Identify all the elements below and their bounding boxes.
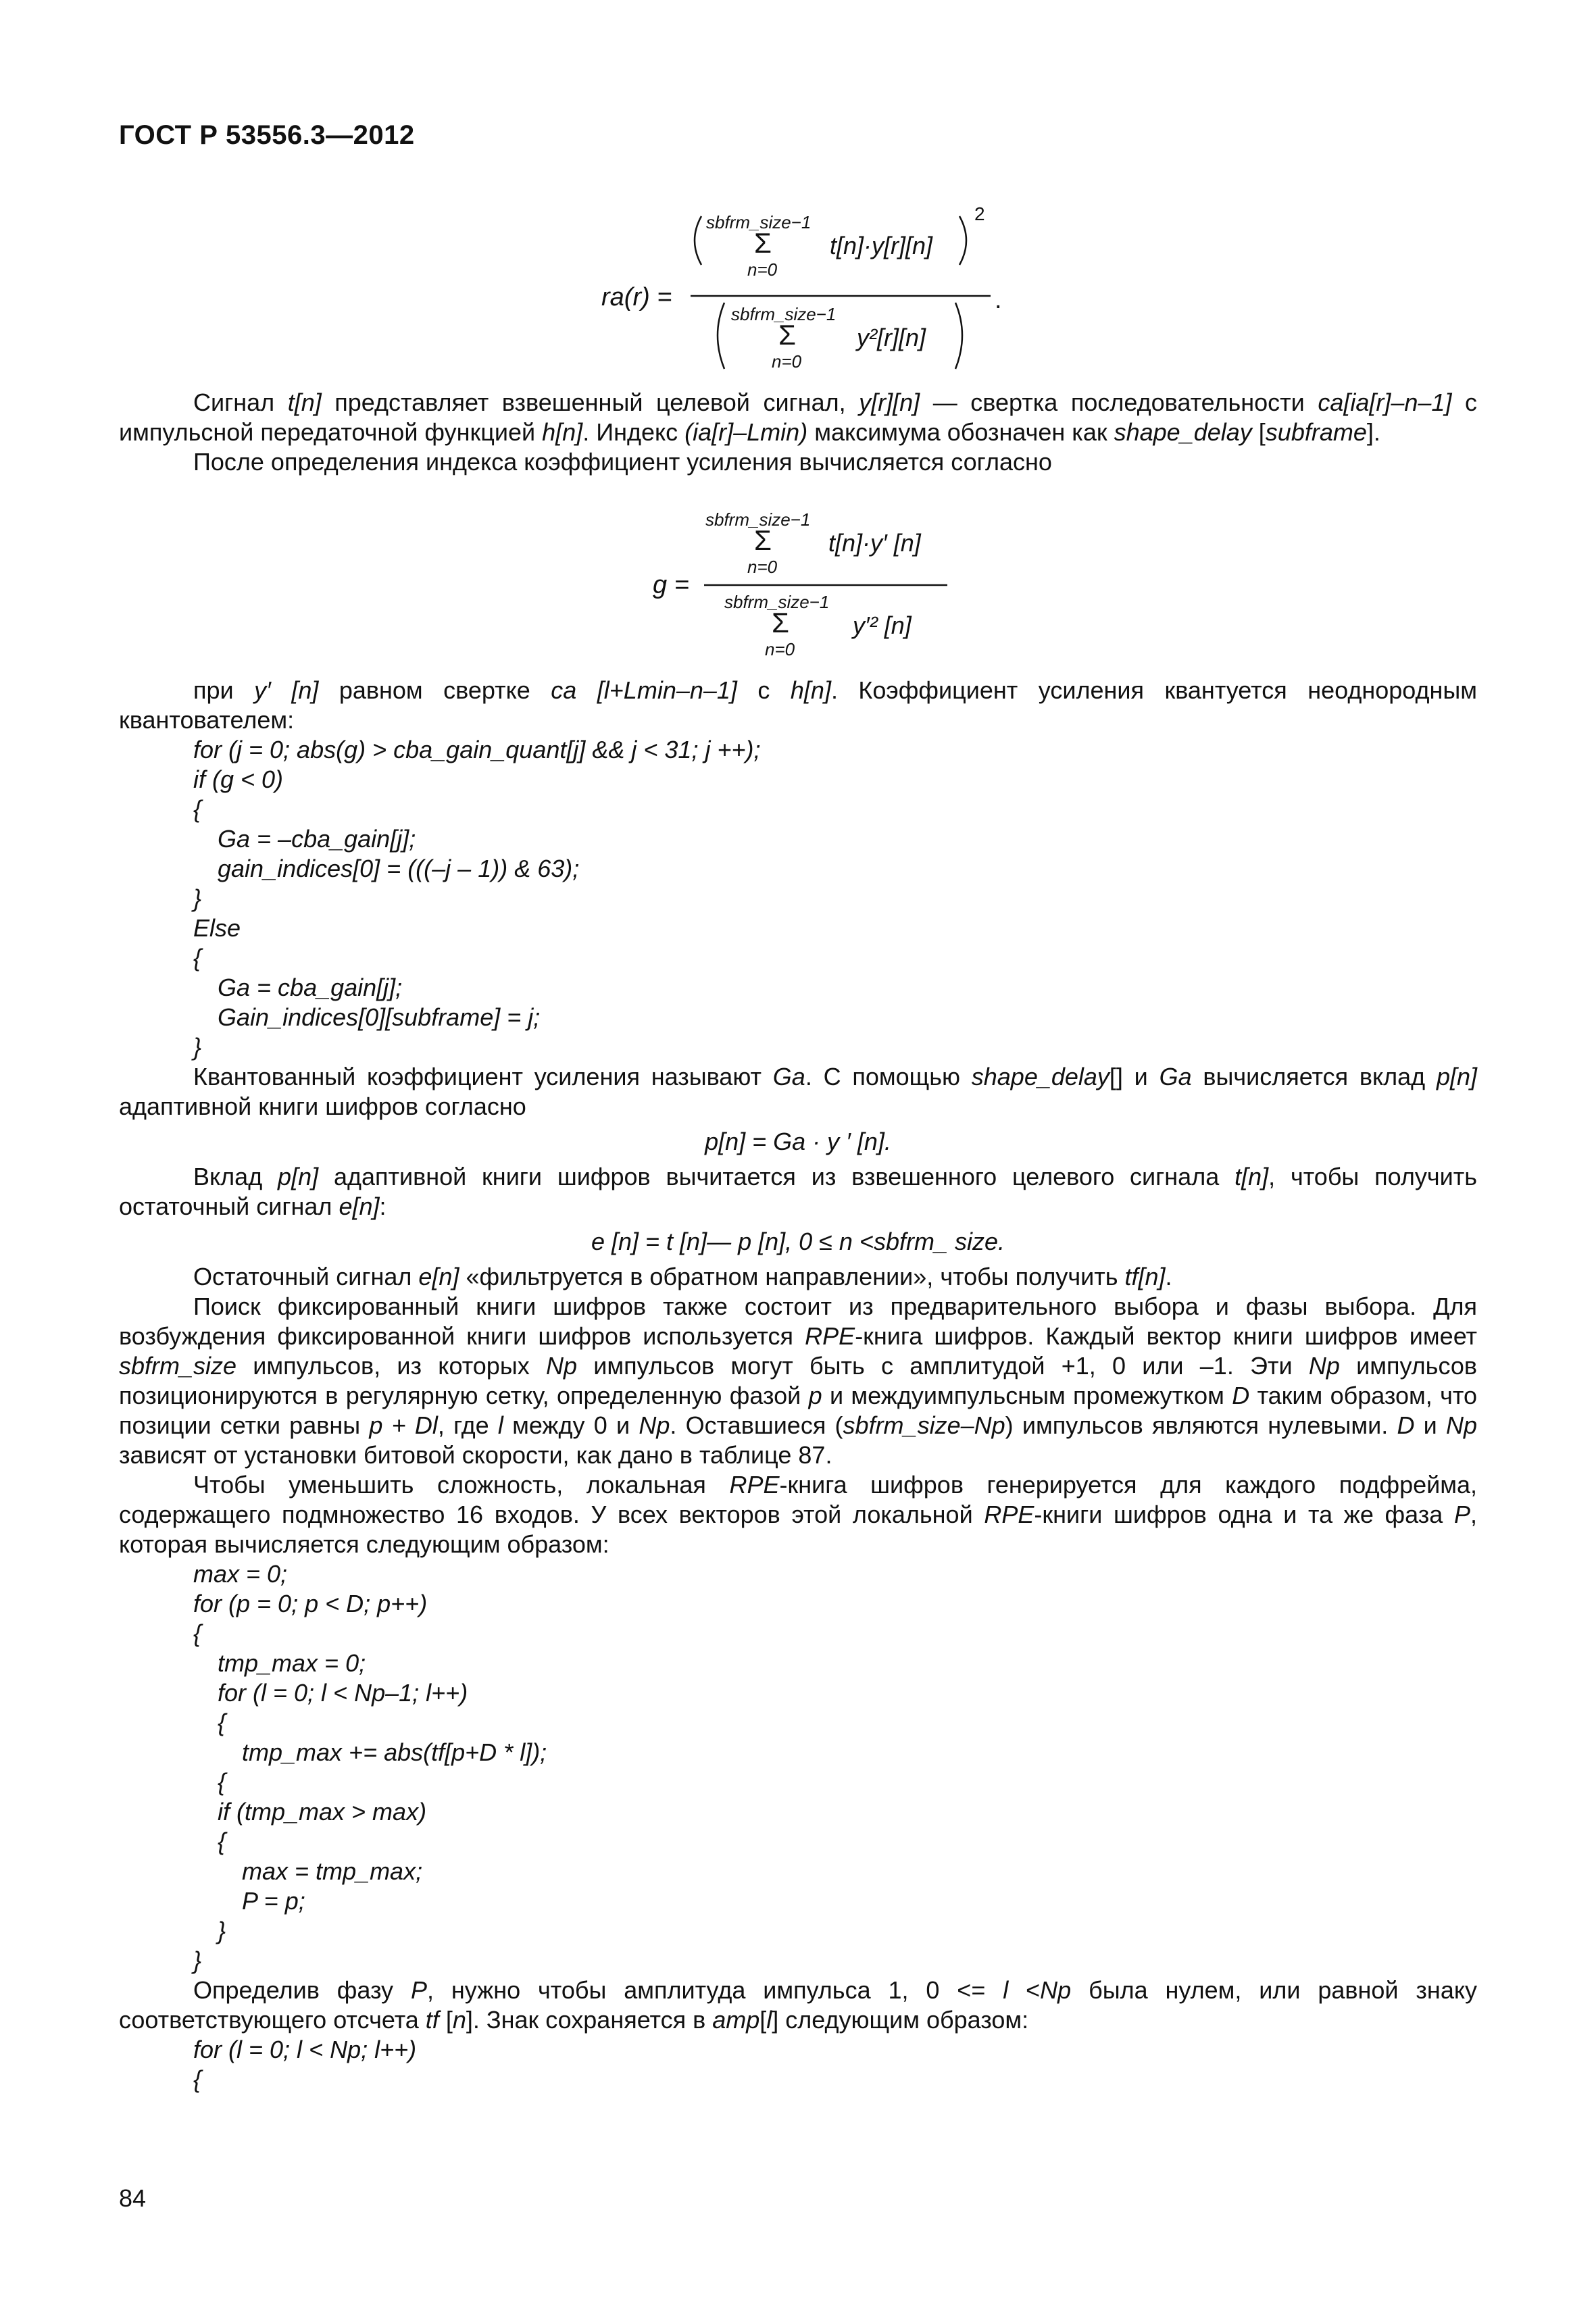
code-line: {	[193, 1619, 202, 1647]
code-line: {	[218, 1768, 226, 1796]
code-line: {	[193, 795, 202, 823]
period: .	[995, 286, 1002, 314]
code-line: Gain_indices[0][subframe] = j;	[218, 1003, 541, 1031]
code-line: if (g < 0)	[193, 765, 284, 793]
den-upper-limit: sbfrm_size−1	[724, 592, 830, 612]
code-line: {	[218, 1828, 226, 1855]
code-block-2	[119, 1559, 1477, 1976]
den-upper-limit: sbfrm_size−1	[731, 304, 837, 324]
code-line: for (l = 0; l < Np; l++)	[193, 2036, 417, 2063]
code-line: for (l = 0; l < Np–1; l++)	[218, 1679, 468, 1707]
code-line: {	[193, 2065, 202, 2093]
num-lower-limit: n=0	[747, 557, 778, 577]
code-block-1	[119, 735, 1477, 1062]
code-line: P = p;	[242, 1887, 305, 1915]
page-number: 84	[119, 2184, 147, 2212]
num-lower-limit: n=0	[747, 259, 778, 280]
sigma-symbol: Σ	[772, 607, 789, 638]
code-line: {	[218, 1709, 226, 1736]
code-line: tmp_max = 0;	[218, 1649, 366, 1677]
num-upper-limit: sbfrm_size−1	[705, 509, 811, 530]
code-line: max = 0;	[193, 1560, 288, 1588]
code-line: Ga = cba_gain[j];	[218, 974, 403, 1001]
num-body: t[n]·y[r][n]	[830, 232, 933, 259]
paragraph-4: Квантованный коэффициент усиления называют Ga. С помощью shape_delay[] и Ga вычисляется вклад p[n] адаптивной книги шифров согласно	[119, 1063, 1477, 1120]
code-line: if (tmp_max > max)	[218, 1798, 427, 1826]
code-line: }	[193, 1033, 202, 1061]
code-line: Else	[193, 914, 241, 942]
formula-ra-lhs: ra(r) =	[601, 283, 672, 311]
code-line: max = tmp_max;	[242, 1857, 423, 1885]
code-line: }	[193, 884, 202, 912]
document-body	[119, 200, 1477, 2094]
paragraph-6: Остаточный сигнал e[n] «фильтруется в обратном направлении», чтобы получить tf[n].	[193, 1263, 1172, 1290]
code-line: tmp_max += abs(tf[p+D * l]);	[242, 1738, 547, 1766]
den-lower-limit: n=0	[765, 639, 795, 659]
sigma-symbol: Σ	[778, 319, 796, 351]
formula-ra	[119, 200, 1477, 376]
paragraph-9: Определив фазу P, нужно чтобы амплитуда импульса 1, 0 <= l <Np была нулем, или равной знаку соответствующего отсчета tf [n]. Знак сохраняется в amp[l] следующим образом:	[119, 1976, 1477, 2034]
power-exponent: 2	[974, 203, 985, 224]
num-upper-limit: sbfrm_size−1	[706, 212, 812, 232]
den-body: y′² [n]	[853, 611, 912, 639]
code-line: }	[193, 1946, 202, 1974]
den-body: y²[r][n]	[857, 324, 926, 351]
paragraph-5: Вклад p[n] адаптивной книги шифров вычитается из взвешенного целевого сигнала t[n], чтобы получить остаточный сигнал e[n]:	[119, 1163, 1477, 1220]
paragraph-8: Чтобы уменьшить сложность, локальная RPE-книга шифров генерируется для каждого подфрейма, содержащего подмножество 16 входов. У всех векторов этой локальной RPE-книги шифров одна и та же фаза P, которая вычисляется следующим образом:	[119, 1471, 1478, 1558]
document-header: ГОСТ Р 53556.3—2012	[119, 120, 415, 150]
code-line: {	[193, 944, 202, 972]
paragraph-2: После определения индекса коэффициент усиления вычисляется согласно	[193, 448, 1052, 476]
code-line: }	[218, 1917, 226, 1944]
code-line: for (p = 0; p < D; p++)	[193, 1590, 428, 1617]
code-line: for (j = 0; abs(g) > cba_gain_quant[j] && j < 31; j ++);	[193, 736, 761, 763]
sigma-symbol: Σ	[754, 524, 772, 556]
code-line: Ga = –cba_gain[j];	[218, 825, 416, 853]
sigma-symbol: Σ	[754, 227, 772, 259]
formula-g-graphic	[119, 477, 1477, 666]
code-block-3	[119, 2035, 1477, 2094]
formula-ra-graphic	[119, 200, 1477, 376]
den-lower-limit: n=0	[772, 351, 802, 372]
formula-e: e [n] = t [n]— p [n], 0 ≤ n <sbfrm_ size.	[591, 1228, 1005, 1255]
num-body: t[n]·y′ [n]	[828, 529, 921, 557]
formula-g-lhs: g =	[653, 571, 689, 599]
paragraph-1: Сигнал t[n] представляет взвешенный целевой сигнал, y[r][n] — свертка последовательности ca[ia[r]–n–1] с импульсной передаточной функцией h[n]. Индекс (ia[r]–Lmin) максимума обозначен как shape_delay [subframe].	[119, 388, 1478, 446]
paragraph-7: Поиск фиксированный книги шифров также состоит из предварительного выбора и фазы выбора. Для возбуждения фиксированной книги шифров используется RPE-книга шифров. Каждый вектор книги шифров имеет sbfrm_size импульсов, из которых Np импульсов могут быть с амплитудой +1, 0 или –1. Эти Np импульсов позиционируются в регулярную сетку, определенную фазой p и междуимпульсным промежутком D таким образом, что позиции сетки равны p + Dl, где l между 0 и Np. Оставшиеся (sbfrm_size–Np) импульсов являются нулевыми. D и Np зависят от установки битовой скорости, как дано в таблице 87.	[119, 1292, 1478, 1469]
formula-g	[119, 477, 1477, 666]
paragraph-3: при y′ [n] равном свертке ca [l+Lmin–n–1] с h[n]. Коэффициент усиления квантуется неоднородным квантователем:	[119, 676, 1477, 734]
formula-p: p[n] = Ga · y ′ [n].	[705, 1128, 891, 1155]
code-line: gain_indices[0] = (((–j – 1)) & 63);	[218, 855, 580, 882]
